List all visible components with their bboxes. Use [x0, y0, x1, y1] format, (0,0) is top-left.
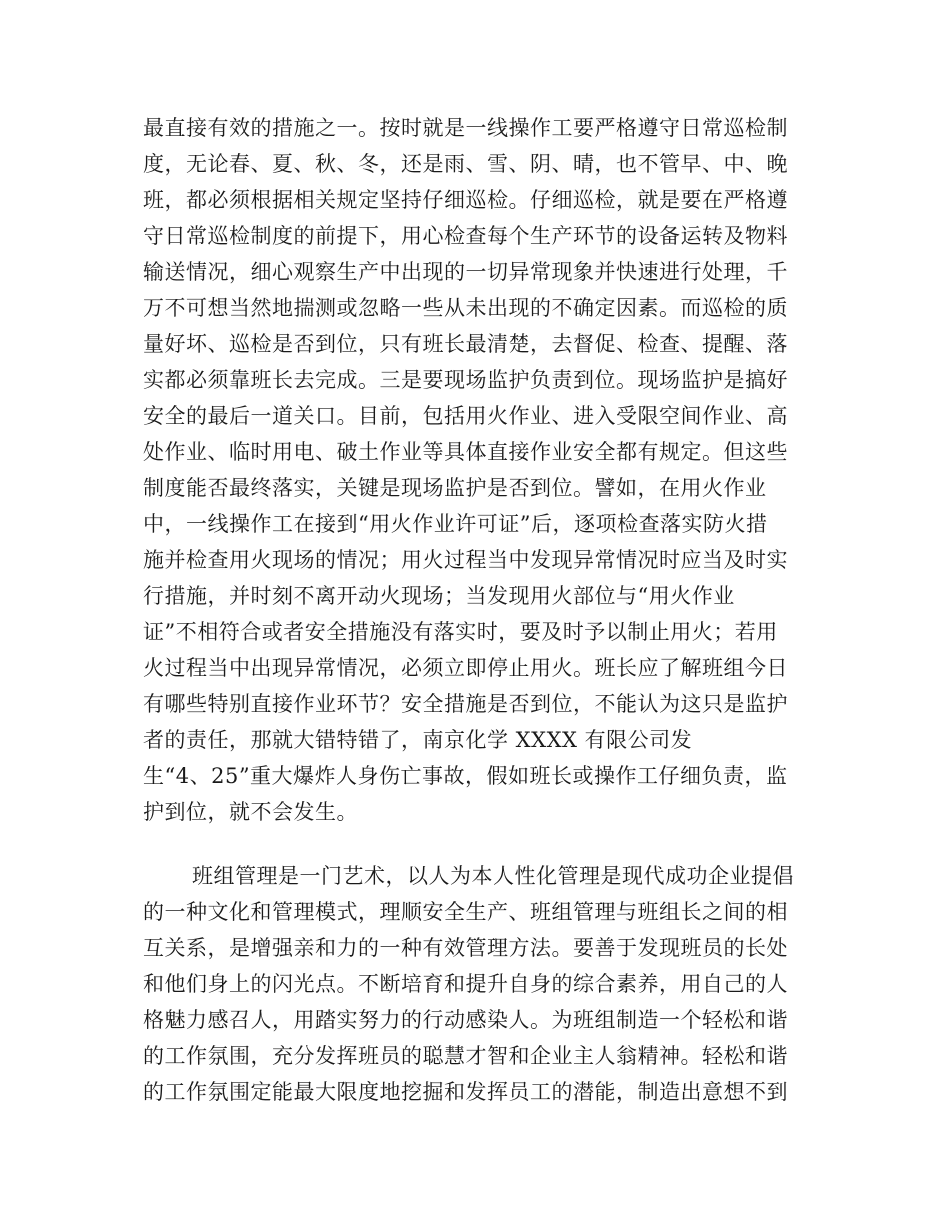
- paragraph-1-line-3: 班，都必须根据相关规定坚持仔细巡检。仔细巡检，就是要在严格遵: [143, 188, 788, 212]
- paragraph-2-line-7: 的工作氛围定能最大限度地挖掘和发挥员工的潜能，制造出意想不到: [143, 1080, 788, 1104]
- paragraph-2-line-3: 互关系，是增强亲和力的一种有效管理方法。要善于发现班员的长处: [143, 936, 788, 960]
- paragraph-1-line-11: 制度能否最终落实，关键是现场监护是否到位。譬如，在用火作业: [143, 476, 767, 500]
- paragraph-1-line-1: 最直接有效的措施之一。按时就是一线操作工要严格遵守日常巡检制: [143, 116, 788, 140]
- paragraph-1-line-7: 量好坏、巡检是否到位，只有班长最清楚，去督促、检查、提醒、落: [143, 332, 788, 356]
- paragraph-1-line-17: 有哪些特别直接作业环节？安全措施是否到位，不能认为这只是监护: [143, 692, 788, 716]
- paragraph-2-line-5: 格魅力感召人，用踏实努力的行动感染人。为班组制造一个轻松和谐: [143, 1008, 788, 1032]
- paragraph-1-line-16: 火过程当中出现异常情况，必须立即停止用火。班长应了解班组今日: [143, 656, 788, 680]
- paragraph-1-line-18: 者的责任，那就大错特错了，南京化学 XXXX 有限公司发: [143, 728, 693, 752]
- paragraph-1-line-10: 处作业、临时用电、破土作业等具体直接作业安全都有规定。但这些: [143, 440, 788, 464]
- paragraph-1-line-2: 度，无论春、夏、秋、冬，还是雨、雪、阴、晴，也不管早、中、晚: [143, 152, 788, 176]
- paragraph-1-line-20: 护到位，就不会发生。: [143, 800, 358, 824]
- paragraph-1-line-8: 实都必须靠班长去完成。三是要现场监护负责到位。现场监护是搞好: [143, 368, 788, 392]
- paragraph-1-line-19: 生“4、25”重大爆炸人身伤亡事故，假如班长或操作工仔细负责，监: [143, 764, 788, 788]
- paragraph-2-line-1: 班组管理是一门艺术，以人为本人性化管理是现代成功企业提倡: [192, 864, 794, 888]
- paragraph-2-line-2: 的一种文化和管理模式，理顺安全生产、班组管理与班组长之间的相: [143, 900, 788, 924]
- paragraph-1-line-5: 输送情况，细心观察生产中出现的一切异常现象并快速进行处理，千: [143, 260, 788, 284]
- paragraph-1-line-4: 守日常巡检制度的前提下，用心检查每个生产环节的设备运转及物料: [143, 224, 788, 248]
- paragraph-2-line-4: 和他们身上的闪光点。不断培育和提升自身的综合素养，用自己的人: [143, 972, 788, 996]
- paragraph-1-line-9: 安全的最后一道关口。目前，包括用火作业、进入受限空间作业、高: [143, 404, 788, 428]
- paragraph-2-line-6: 的工作氛围，充分发挥班员的聪慧才智和企业主人翁精神。轻松和谐: [143, 1044, 788, 1068]
- paragraph-1-line-12: 中，一线操作工在接到“用火作业许可证”后，逐项检查落实防火措: [143, 512, 768, 536]
- paragraph-1-line-13: 施并检查用火现场的情况；用火过程当中发现异常情况时应当及时实: [143, 548, 788, 572]
- paragraph-1-line-15: 证”不相符合或者安全措施没有落实时，要及时予以制止用火；若用: [143, 620, 778, 644]
- paragraph-1-line-6: 万不可想当然地揣测或忽略一些从未出现的不确定因素。而巡检的质: [143, 296, 788, 320]
- paragraph-1-line-14: 行措施，并时刻不离开动火现场；当发现用火部位与“用火作业: [143, 584, 735, 608]
